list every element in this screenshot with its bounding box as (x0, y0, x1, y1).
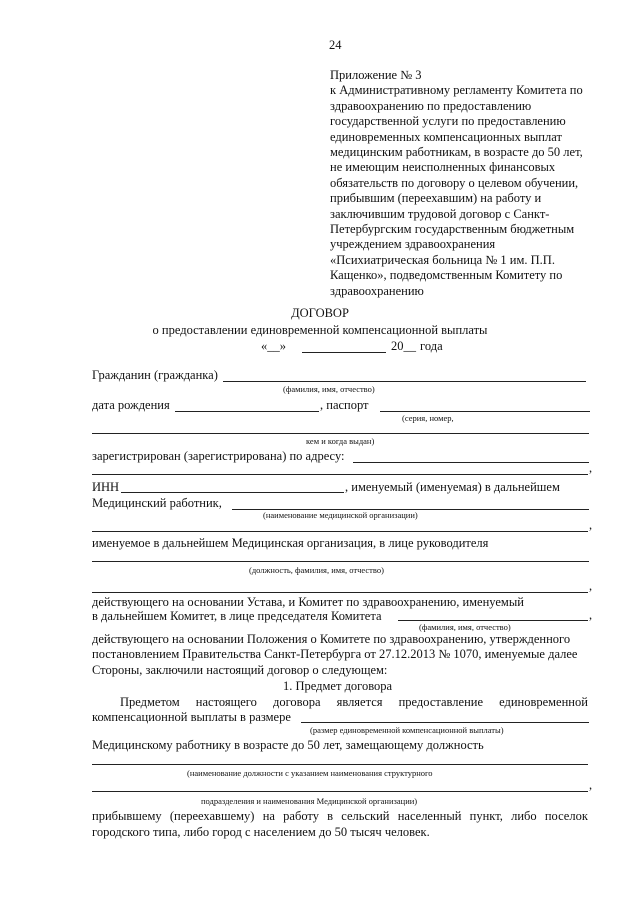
appendix-line: к Административному регламенту Комитета по (330, 83, 583, 98)
word: настоящего (195, 695, 257, 709)
word: на (262, 809, 275, 823)
appendix-line: «Психиатрическая больница № 1 им. П.П. (330, 252, 555, 267)
position-field-2[interactable] (92, 791, 588, 792)
birth-date-field[interactable] (175, 411, 319, 412)
registered-label: зарегистрирован (зарегистрирована) по адресу: (92, 449, 345, 463)
org-hint: (наименование медицинской организации) (263, 510, 418, 520)
org-named-line: именуемое в дальнейшем Медицинская организация, в лице руководителя (92, 536, 489, 550)
passport-label: , паспорт (320, 398, 369, 412)
word: пункт, (469, 809, 503, 823)
acting-regulation-line: действующего на основании Положения о Комитете по здравоохранению, утвержденного (92, 632, 571, 646)
committee-hint: (фамилия, имя, отчество) (419, 622, 511, 632)
parties-line: Стороны, заключили настоящий договор о следующем: (92, 663, 388, 677)
position-comma: , (589, 778, 593, 792)
director-field[interactable] (92, 561, 589, 562)
address-comma: , (589, 461, 593, 475)
appendix-line: государственной услуги по предоставлению (330, 114, 566, 129)
issued-hint: кем и когда выдан) (306, 436, 375, 446)
director-comma: , (589, 579, 593, 593)
appendix-line: прибывшим (переехавшим) на работу и (330, 191, 542, 206)
appendix-line: Приложение № 3 (330, 68, 422, 82)
address-field-2[interactable] (92, 474, 588, 475)
word: в (327, 809, 334, 823)
inn-field[interactable] (121, 492, 344, 493)
word: договора (272, 695, 321, 709)
word: предоставление (398, 695, 483, 709)
appendix-line: обязательств по договору о целевом обучении, (330, 175, 579, 190)
appendix-line: не имеющим неисполненных финансовых (330, 160, 556, 175)
appendix-line: заключившим трудовой договор с Санкт- (330, 206, 550, 221)
chairman-field[interactable] (398, 620, 588, 621)
appendix-block (330, 68, 600, 299)
date-suffix: года (420, 339, 443, 353)
word: Предметом (120, 695, 180, 709)
resolution-line: постановлением Правительства Санкт-Петербурга от 27.12.2013 № 1070, именуемые далее (92, 647, 578, 661)
word: является (336, 695, 383, 709)
appendix-line: учреждением здравоохранения (330, 237, 496, 252)
position-hint-2: подразделения и наименования Медицинской организации) (201, 796, 418, 806)
passport-field[interactable] (380, 411, 590, 412)
citizen-hint: (фамилия, имя, отчество) (283, 384, 375, 394)
contract-date (261, 339, 286, 354)
word: населенный (397, 809, 462, 823)
citizen-label: Гражданин (гражданка) (92, 368, 218, 382)
word: либо (511, 809, 537, 823)
section1-para1 (120, 695, 588, 710)
word: поселок (544, 809, 588, 823)
appendix-line: медицинским работникам, в возрасте до 50 лет, (330, 145, 583, 160)
section1-para3-line2: городского типа, либо город с населением до 50 тысяч человек. (92, 825, 430, 839)
word: прибывшему (92, 809, 162, 823)
contract-subheading: о предоставлении единовременной компенсационной выплаты (152, 323, 488, 337)
inn-label: ИНН (92, 480, 120, 494)
date-open-quote: « (261, 339, 268, 353)
address-field-1[interactable] (353, 462, 589, 463)
amount-hint: (размер единовременной компенсационной выплаты) (310, 725, 504, 735)
section1-para3 (92, 809, 588, 824)
section1-para2: Медицинскому работнику в возрасте до 50 лет, замещающему должность (92, 738, 484, 752)
org-comma: , (589, 518, 593, 532)
director-field-2[interactable] (92, 592, 588, 593)
word: единовременной (499, 695, 588, 709)
word: работу (283, 809, 319, 823)
position-field[interactable] (92, 764, 588, 765)
section1-para1-line2: компенсационной выплаты в размере (92, 710, 291, 724)
position-hint: (должность, фамилия, имя, отчество) (249, 565, 384, 575)
med-org-field-2[interactable] (92, 531, 588, 532)
citizen-name-field[interactable] (223, 381, 586, 382)
date-year: 20__ (391, 339, 416, 353)
section1-title: 1. Предмет договора (283, 679, 393, 693)
amount-field[interactable] (301, 722, 589, 723)
appendix-line: единовременных компенсационных выплат (330, 129, 562, 144)
appendix-line: здравоохранению (330, 283, 424, 298)
position-hint-1: (наименование должности с указанием наименования структурного (187, 768, 433, 778)
passport-hint: (серия, номер, (402, 413, 454, 423)
date-month-line[interactable] (302, 352, 386, 353)
chairman-comma: , (589, 608, 593, 622)
appendix-line: Петербургским государственным бюджетным (330, 222, 575, 237)
committee-line: в дальнейшем Комитет, в лице председателя Комитета (92, 609, 382, 623)
contract-heading: ДОГОВОР (291, 306, 349, 320)
med-worker-label: Медицинский работник, (92, 496, 222, 510)
passport-issued-field[interactable] (92, 433, 589, 434)
date-day-blank: __ (267, 339, 280, 353)
word: сельский (341, 809, 390, 823)
appendix-line: здравоохранению по предоставлению (330, 98, 532, 113)
date-close-quote: » (279, 339, 286, 353)
word: (переехавшему) (169, 809, 255, 823)
acting-charter-line: действующего на основании Устава, и Комитет по здравоохранению, именуемый (92, 595, 524, 609)
named-as-label: , именуемый (именуемая) в дальнейшем (345, 480, 560, 494)
page-number: 24 (329, 38, 342, 52)
appendix-line: Кащенко», подведомственным Комитету по (330, 268, 563, 283)
birth-label: дата рождения (92, 398, 170, 412)
